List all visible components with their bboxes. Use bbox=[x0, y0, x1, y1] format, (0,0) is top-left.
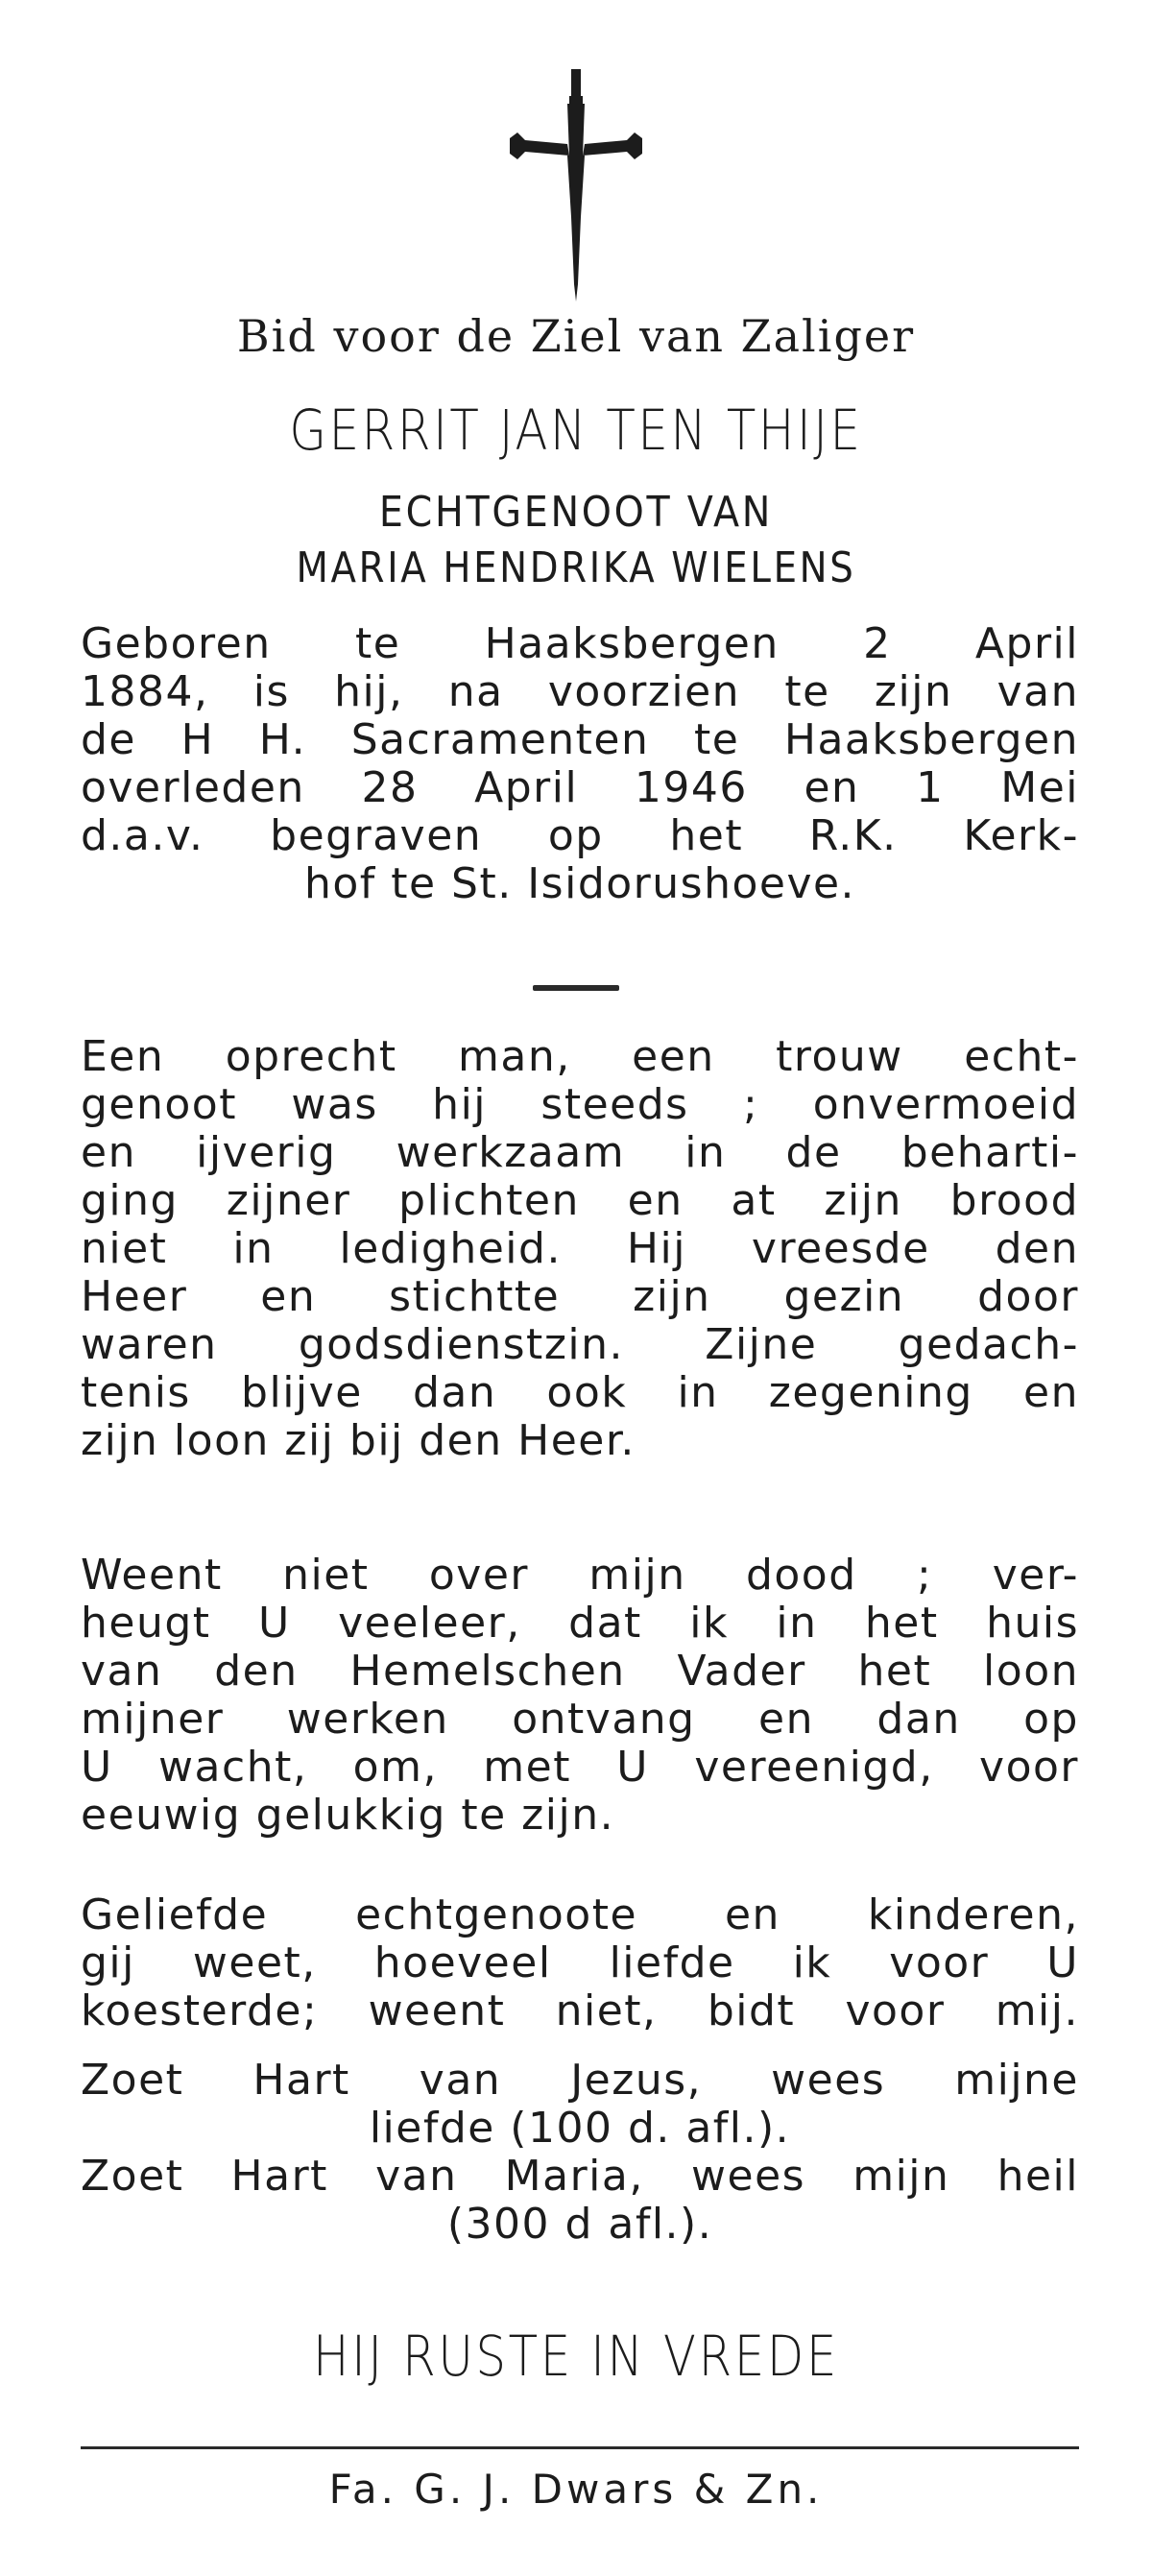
text-line: niet in ledigheid. Hij vreesde den bbox=[81, 1224, 1079, 1273]
text-line: Weent niet over mijn dood ; ver- bbox=[81, 1551, 1079, 1600]
birth-death-details bbox=[81, 620, 1079, 908]
closing-text: HIJ RUSTE IN VREDE bbox=[312, 2323, 839, 2389]
text-line: 1884, is hij, na voorzien te zijn van bbox=[81, 667, 1079, 716]
text-line: U wacht, om, met U vereenigd, voor bbox=[81, 1743, 1079, 1792]
paragraph-family bbox=[81, 1891, 1079, 2035]
short-divider bbox=[533, 985, 619, 991]
printer-credit: Fa. G. J. Dwars & Zn. bbox=[328, 2466, 824, 2513]
cross-icon bbox=[504, 63, 648, 303]
text-line: de H H. Sacramenten te Haaksbergen bbox=[81, 715, 1079, 764]
text-line: waren godsdienstzin. Zijne gedach- bbox=[81, 1320, 1079, 1369]
text-line: tenis blijve dan ook in zegening en bbox=[81, 1368, 1079, 1417]
spouse-name: MARIA HENDRIKA WIELENS bbox=[296, 543, 856, 592]
text-line: en ijverig werkzaam in de beharti- bbox=[81, 1128, 1079, 1177]
text-line: gij weet, hoeveel liefde ik voor U bbox=[81, 1938, 1079, 1987]
text-line: mijner werken ontvang en dan op bbox=[81, 1695, 1079, 1744]
intro-text: Bid voor de Ziel van Zaliger bbox=[236, 310, 916, 362]
text-line: eeuwig gelukkig te zijn. bbox=[81, 1791, 615, 1840]
paragraph-tribute bbox=[81, 1033, 1079, 1465]
text-line: koesterde; weent niet, bidt voor mij. bbox=[81, 1986, 1079, 2035]
deceased-name: GERRIT JAN TEN THIJE bbox=[289, 397, 863, 463]
text-line: d.a.v. begraven op het R.K. Kerk- bbox=[81, 811, 1079, 860]
text-line: (300 d afl.). bbox=[446, 2200, 713, 2249]
prayer-indulgences bbox=[81, 2057, 1079, 2249]
text-line: Geliefde echtgenoote en kinderen, bbox=[81, 1890, 1079, 1939]
text-line: Geboren te Haaksbergen 2 April bbox=[81, 619, 1079, 668]
text-line: Een oprecht man, een trouw echt- bbox=[81, 1032, 1079, 1081]
text-line: van den Hemelschen Vader het loon bbox=[81, 1647, 1079, 1696]
text-line: Zoet Hart van Jezus, wees mijne bbox=[81, 2056, 1079, 2105]
text-line: Heer en stichtte zijn gezin door bbox=[81, 1272, 1079, 1321]
bottom-rule bbox=[81, 2446, 1079, 2449]
text-line: hof te St. Isidorushoeve. bbox=[303, 859, 856, 908]
text-line: liefde (100 d. afl.). bbox=[369, 2104, 791, 2153]
text-line: overleden 28 April 1946 en 1 Mei bbox=[81, 763, 1079, 812]
text-line: ging zijner plichten en at zijn brood bbox=[81, 1176, 1079, 1225]
spouse-label: ECHTGENOOT VAN bbox=[378, 488, 774, 537]
text-line: heugt U veeleer, dat ik in het huis bbox=[81, 1599, 1079, 1648]
text-line: genoot was hij steeds ; onvermoeid bbox=[81, 1080, 1079, 1129]
paragraph-farewell bbox=[81, 1552, 1079, 1840]
text-line: zijn loon zij bij den Heer. bbox=[81, 1416, 636, 1465]
text-line: Zoet Hart van Maria, wees mijn heil bbox=[81, 2152, 1079, 2201]
